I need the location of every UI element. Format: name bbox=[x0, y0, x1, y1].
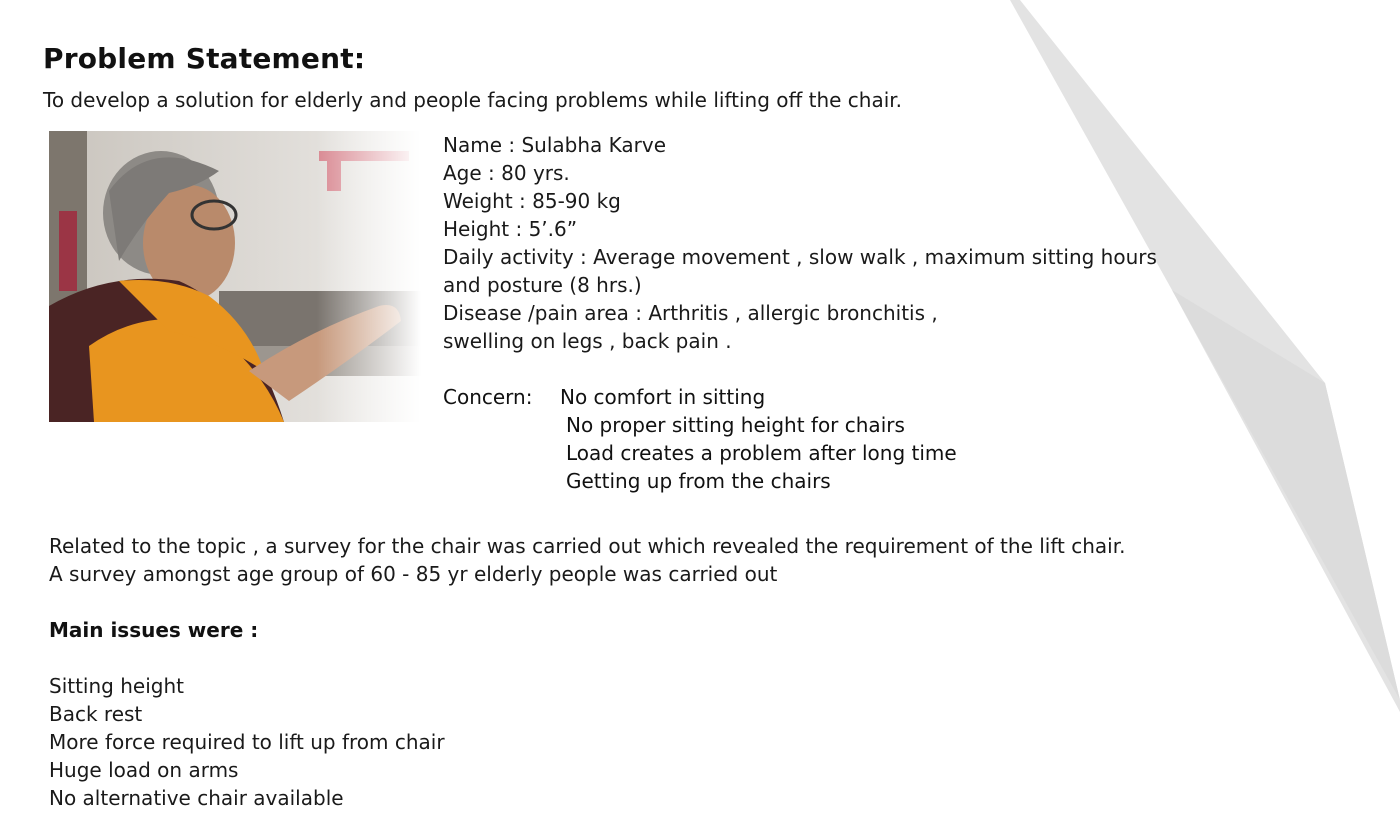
concern-list bbox=[560, 383, 957, 495]
issues-heading: Main issues were : bbox=[49, 618, 259, 642]
issue-item: Back rest bbox=[49, 702, 143, 726]
persona-activity-line-1: Daily activity : Average movement , slow walk , maximum sitting hours bbox=[443, 245, 1157, 269]
survey-line-1: Related to the topic , a survey for the chair was carried out which revealed the requirement of the lift chair. bbox=[49, 534, 1126, 558]
concern-item: No comfort in sitting bbox=[560, 385, 766, 409]
persona-height: Height : 5’.6” bbox=[443, 217, 578, 241]
problem-statement: To develop a solution for elderly and people facing problems while lifting off the chair. bbox=[43, 88, 903, 112]
persona-disease-line-2: swelling on legs , back pain . bbox=[443, 329, 732, 353]
concern-item: Load creates a problem after long time bbox=[566, 441, 957, 465]
concern-item: No proper sitting height for chairs bbox=[566, 413, 905, 437]
survey-text bbox=[49, 532, 1125, 588]
issues-list bbox=[49, 672, 445, 812]
persona-details bbox=[443, 131, 1157, 355]
persona-activity-line-2: and posture (8 hrs.) bbox=[443, 273, 642, 297]
issue-item: Sitting height bbox=[49, 674, 184, 698]
persona-age: Age : 80 yrs. bbox=[443, 161, 570, 185]
persona-name: Name : Sulabha Karve bbox=[443, 133, 667, 157]
persona-disease-line-1: Disease /pain area : Arthritis , allergic bronchitis , bbox=[443, 301, 938, 325]
survey-line-2: A survey amongst age group of 60 - 85 yr elderly people was carried out bbox=[49, 562, 778, 586]
issue-item: Huge load on arms bbox=[49, 758, 239, 782]
concern-item: Getting up from the chairs bbox=[566, 469, 831, 493]
persona-photo bbox=[49, 131, 421, 422]
concern-label: Concern: bbox=[443, 385, 533, 409]
page-title: Problem Statement: bbox=[43, 42, 366, 75]
issue-item: No alternative chair available bbox=[49, 786, 344, 810]
persona-weight: Weight : 85-90 kg bbox=[443, 189, 621, 213]
issue-item: More force required to lift up from chair bbox=[49, 730, 445, 754]
